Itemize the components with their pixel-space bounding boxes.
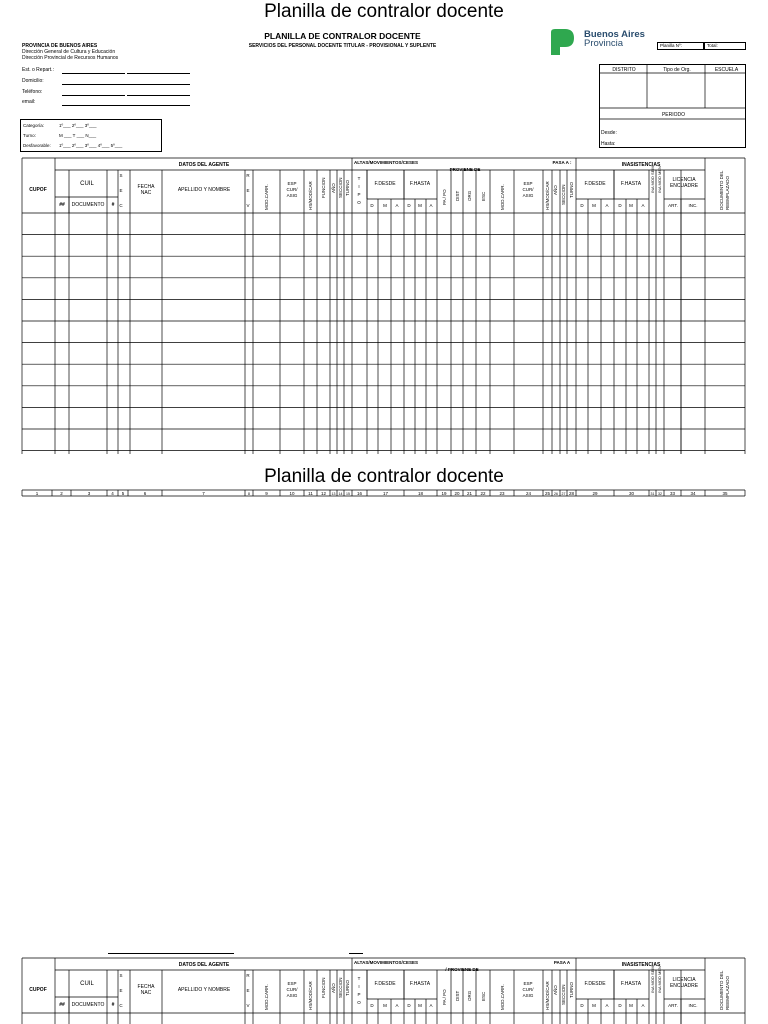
fhasta-header: F.HASTA — [620, 181, 642, 187]
inasistencias-header: INASISTENCIAS — [621, 962, 661, 968]
rev-header: R — [246, 973, 250, 978]
dma-header: A — [641, 203, 645, 208]
seccion-header: SECCION — [338, 977, 343, 998]
esp-header: ASIG — [286, 193, 298, 198]
inc-header: INC. — [688, 203, 698, 208]
doc-reemplazado-header: REEMPLAZADO — [725, 975, 730, 1010]
numero-header: # — [111, 202, 115, 208]
esp-header: ESP — [523, 181, 533, 186]
field-label: email: — [22, 99, 36, 105]
column-number: 10 — [289, 491, 295, 496]
turno-header: TURNO — [345, 980, 350, 996]
column-number: 29 — [592, 491, 598, 496]
rev-header: R — [246, 173, 250, 178]
categoria-value: 1º___ 2º___ 3º___ — [59, 123, 97, 128]
dma-header: M — [383, 1003, 387, 1008]
escuela-label: ESCUELA — [714, 67, 739, 73]
column-number: 31 — [650, 492, 655, 496]
cuil-header: CUIL — [80, 981, 94, 987]
column-number: 35 — [722, 491, 728, 496]
dma-header: M — [629, 1003, 633, 1008]
hsmod-header: HS/MOD/CAR — [545, 181, 550, 210]
esp-header: CUR/ — [286, 187, 298, 192]
tdoc-header: ## — [59, 1002, 65, 1008]
ano-header: AÑO — [331, 983, 336, 993]
seccion-header: SECCION — [338, 177, 343, 198]
sexo-header: C — [119, 203, 123, 208]
fecha-nac-header: NAC — [140, 190, 152, 196]
dma-header: D — [407, 1003, 411, 1008]
documento-header: DOCUMENTO — [71, 1002, 105, 1008]
dma-header: D — [618, 1003, 622, 1008]
dma-header: M — [383, 203, 387, 208]
esp-header: ASIG — [286, 993, 298, 998]
page-title-mid: Planilla de contralor docente — [264, 466, 504, 487]
fhasta-header: F.HASTA — [409, 981, 431, 987]
column-number: 11 — [308, 491, 313, 496]
column-number: 27 — [561, 492, 566, 496]
page-title-top: Planilla de contralor docente — [264, 1, 504, 22]
inas-mod-sem-header: INA MOD SEM — [650, 166, 655, 193]
art-header: ART. — [668, 1003, 678, 1008]
hsmod-header: HS/MOD/CAR — [545, 981, 550, 1010]
periodo-label: PERIODO — [661, 112, 686, 118]
total-label: Total: — [707, 43, 718, 48]
ano-header: AÑO — [331, 183, 336, 193]
column-number: 8 — [248, 492, 250, 496]
rev-header: V — [246, 1003, 250, 1008]
licencia-header: LICENCIA — [672, 977, 696, 983]
mod-carr-header: MOD.CARR. — [500, 984, 505, 1010]
dma-header: M — [629, 203, 633, 208]
column-number: 7 — [202, 491, 205, 496]
column-number: 32 — [658, 492, 662, 496]
esp-header: ASIG — [522, 193, 534, 198]
seccion-header: SECCION — [561, 184, 566, 205]
fecha-nac-header: NAC — [140, 990, 152, 996]
fhasta-header: F.HASTA — [409, 181, 431, 187]
seccion-header: SECCION — [561, 984, 566, 1005]
hsmod-header: HS/MOD/CAR — [308, 981, 313, 1010]
proviene-header: PROVIENE DE — [449, 167, 481, 172]
sexo-header: C — [119, 1003, 123, 1008]
dma-header: A — [605, 1003, 609, 1008]
cupof-header: CUPOF — [29, 187, 47, 193]
licencia-header: ENCUADRE — [669, 983, 699, 989]
tipo-header: I — [358, 984, 360, 989]
esp-header: ASIG — [522, 993, 534, 998]
dma-header: A — [429, 1003, 433, 1008]
logo-line2: Provincia — [584, 38, 624, 49]
altas-header: ALTAS/MOVIMIENTOS/CESES — [354, 960, 419, 965]
dma-header: A — [395, 203, 399, 208]
pa-po-header: PA / PO — [442, 189, 447, 205]
doc-reemplazado-header: DOCUMENTO DEL — [719, 170, 724, 210]
inc-header: INC. — [688, 1003, 698, 1008]
field-label: Teléfono: — [22, 89, 43, 95]
column-number: 15 — [346, 492, 350, 496]
esp-header: CUR/ — [522, 987, 534, 992]
datos-agente-header: DATOS DEL AGENTE — [178, 162, 230, 168]
ano-header: AÑO — [553, 185, 558, 195]
column-number: 13 — [331, 492, 336, 496]
column-number: 24 — [525, 491, 532, 496]
column-number: 33 — [669, 491, 676, 496]
column-number: 5 — [121, 491, 125, 496]
fdesde-header: F.DESDE — [374, 981, 396, 987]
column-number: 4 — [111, 491, 114, 496]
art-header: ART. — [668, 203, 678, 208]
dma-header: A — [395, 1003, 399, 1008]
tipo-header: I — [358, 184, 360, 189]
column-number: 34 — [690, 491, 696, 496]
cuil-header: CUIL — [80, 181, 94, 187]
column-number: 23 — [499, 491, 505, 496]
column-number: 28 — [568, 491, 575, 496]
sexo-header: S — [119, 173, 123, 178]
mod-carr-header: MOD.CARR. — [264, 184, 269, 210]
inas-mod-men-header: INA MOD MEN — [657, 166, 662, 193]
dma-header: A — [605, 203, 609, 208]
inas-mod-sem-header: INA MOD SEM — [650, 966, 655, 993]
hasta-label[interactable]: Hasta: — [601, 141, 616, 147]
licencia-header: LICENCIA — [672, 177, 696, 183]
sexo-header: E — [119, 988, 123, 993]
column-number: 2 — [60, 491, 63, 496]
dma-header: A — [641, 1003, 645, 1008]
sexo-header: S — [119, 973, 123, 978]
district-label: DISTRITO — [612, 67, 636, 73]
desfavorable-value: 1º___ 2º___ 3º___ 4º___ 5º___ — [59, 143, 123, 148]
sexo-header: E — [119, 188, 123, 193]
ano-header: AÑO — [553, 985, 558, 995]
datos-agente-header: DATOS DEL AGENTE — [178, 962, 230, 968]
desde-label[interactable]: Desde: — [601, 130, 617, 136]
province-line2: Dirección General de Cultura y Educación — [22, 49, 116, 55]
column-number: 16 — [356, 491, 363, 496]
field-label: Est. o Repart.: — [22, 67, 54, 73]
inasistencias-header: INASISTENCIAS — [621, 162, 661, 168]
fecha-nac-header: FECHA — [137, 184, 155, 190]
form-subtitle: SERVICIOS DEL PERSONAL DOCENTE TITULAR - PROVISIONAL Y SUPLENTE — [248, 43, 437, 49]
planilla-number-label: Planilla Nº: — [660, 43, 682, 48]
documento-header: DOCUMENTO — [71, 202, 105, 208]
proviene-header: / PROVIENE DE — [445, 967, 479, 972]
fdesde-header: F.DESDE — [584, 181, 606, 187]
inas-mod-men-header: INA MOD MEN — [657, 966, 662, 993]
dma-header: D — [370, 1003, 374, 1008]
column-number: 17 — [382, 491, 389, 496]
logo-line1: Buenos Aires — [584, 29, 645, 40]
column-number: 14 — [338, 492, 343, 496]
tipo-header: O — [357, 1000, 361, 1005]
turno-header: TURNO — [569, 982, 574, 998]
column-number: 12 — [320, 491, 327, 496]
column-number: 1 — [35, 491, 39, 496]
dma-header: D — [618, 203, 622, 208]
turno-value: M ___ T ___ N___ — [59, 133, 97, 138]
rev-header: V — [246, 203, 250, 208]
column-number: 18 — [417, 491, 424, 496]
fhasta-header: F.HASTA — [620, 981, 642, 987]
rev-header: E — [246, 188, 250, 193]
column-number: 3 — [87, 491, 91, 496]
dma-header: D — [580, 203, 584, 208]
dist-header: DIST — [455, 190, 460, 201]
tipo-header: P — [357, 192, 361, 197]
tipo-header: O — [357, 200, 361, 205]
tipo-header: P — [357, 992, 361, 997]
pa-po-header: PA / PO — [442, 989, 447, 1005]
numero-header: # — [111, 1002, 115, 1008]
esp-header: ESP — [523, 981, 533, 986]
column-number: 9 — [265, 491, 268, 496]
dma-header: D — [370, 203, 374, 208]
desfavorable-label: Desfavorable: — [23, 143, 51, 148]
pasa-header: PASA A : — [552, 160, 572, 165]
esc-header: ESC — [481, 991, 486, 1001]
dma-header: M — [418, 203, 422, 208]
apellido-header: APELLIDO Y NOMBRE — [177, 987, 231, 993]
esp-header: ESP — [287, 981, 297, 986]
esp-header: ESP — [287, 181, 297, 186]
field-label: Domicilio: — [22, 78, 44, 84]
column-number: 6 — [143, 491, 147, 496]
province-name: PROVINCIA DE BUENOS AIRES — [22, 43, 98, 49]
pasa-header: PASA A — [553, 960, 571, 965]
licencia-header: ENCUADRE — [669, 183, 699, 189]
fdesde-header: F.DESDE — [584, 981, 606, 987]
esp-header: CUR/ — [286, 987, 298, 992]
column-number: 26 — [554, 492, 558, 496]
column-number: 21 — [466, 491, 473, 496]
dma-header: A — [429, 203, 433, 208]
dma-header: D — [407, 203, 411, 208]
column-number: 20 — [454, 491, 460, 496]
tdoc-header: ## — [59, 202, 65, 208]
doc-reemplazado-header: DOCUMENTO DEL — [719, 970, 724, 1010]
column-number: 30 — [628, 491, 635, 496]
org-header: ORG — [467, 990, 472, 1001]
tipo-header: T — [357, 176, 361, 181]
dma-header: M — [418, 1003, 422, 1008]
cupof-header: CUPOF — [29, 987, 47, 993]
column-number: 19 — [441, 491, 447, 496]
esc-header: ESC — [481, 191, 486, 201]
dma-header: M — [592, 203, 596, 208]
categoria-label: Categoría: — [23, 123, 45, 128]
fecha-nac-header: FECHA — [137, 984, 155, 990]
apellido-header: APELLIDO Y NOMBRE — [177, 187, 231, 193]
funcion-header: FUNCION — [321, 977, 326, 998]
funcion-header: FUNCION — [321, 177, 326, 198]
esp-header: CUR/ — [522, 187, 534, 192]
tipo-header: T — [357, 976, 361, 981]
doc-reemplazado-header: REEMPLAZADO — [725, 175, 730, 210]
column-number: 25 — [544, 491, 551, 496]
dma-header: D — [580, 1003, 584, 1008]
province-line3: Dirección Provincial de Recursos Humanos — [22, 55, 119, 61]
rev-header: E — [246, 988, 250, 993]
dma-header: M — [592, 1003, 596, 1008]
turno-label: Turno: — [23, 133, 36, 138]
fdesde-header: F.DESDE — [374, 181, 396, 187]
mod-carr-header: MOD.CARR. — [264, 984, 269, 1010]
form-title: PLANILLA DE CONTRALOR DOCENTE — [264, 31, 421, 41]
dist-header: DIST — [455, 990, 460, 1001]
altas-header: ALTAS/MOVIMIENTOS/CESES — [354, 160, 419, 165]
turno-header: TURNO — [345, 180, 350, 196]
tipo-org-label: Tipo de Org. — [663, 67, 691, 73]
org-header: ORG — [467, 190, 472, 201]
column-number: 22 — [480, 491, 486, 496]
mod-carr-header: MOD.CARR. — [500, 184, 505, 210]
hsmod-header: HS/MOD/CAR — [308, 181, 313, 210]
turno-header: TURNO — [569, 182, 574, 198]
